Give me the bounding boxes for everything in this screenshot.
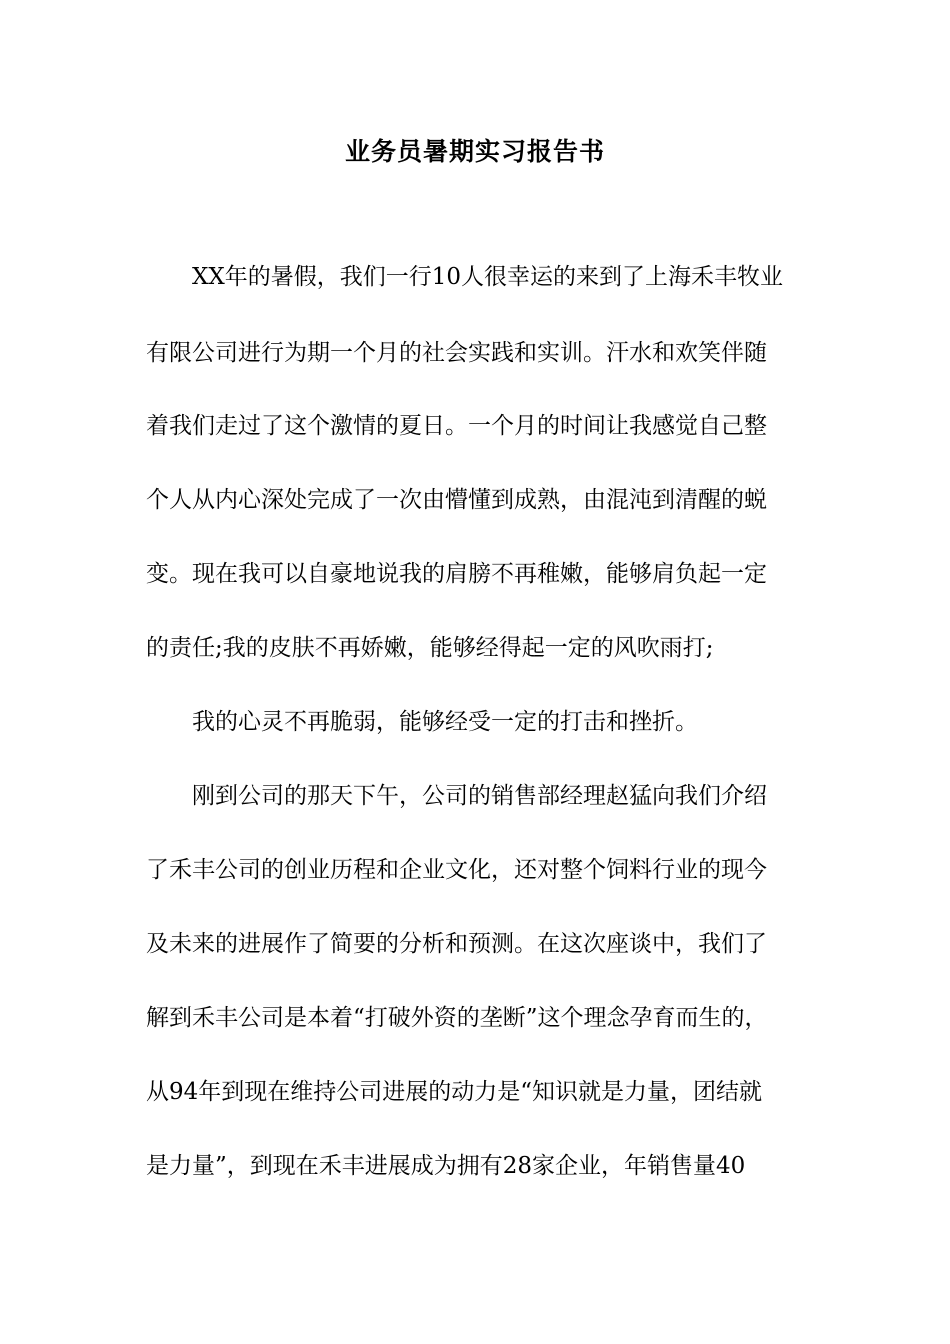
paragraph-line: 着我们走过了这个激情的夏日。一个月的时间让我感觉自己整 [146,413,767,439]
paragraph-line: 的责任;我的皮肤不再娇嫩，能够经得起一定的风吹雨打; [146,635,714,661]
paragraph-line: 我的心灵不再脆弱，能够经受一定的打击和挫折。 [192,709,698,735]
paragraph-line: 从94年到现在维持公司进展的动力是“知识就是力量，团结就 [146,1079,763,1105]
paragraph-line: 及未来的进展作了简要的分析和预测。在这次座谈中，我们了 [146,931,767,957]
paragraph-line: 有限公司进行为期一个月的社会实践和实训。汗水和欢笑伴随 [146,340,767,366]
paragraph-line: 刚到公司的那天下午，公司的销售部经理赵猛向我们介绍 [192,783,767,809]
paragraph-line: 个人从内心深处完成了一次由懵懂到成熟，由混沌到清醒的蜕 [146,487,767,513]
paragraph-line: 变。现在我可以自豪地说我的肩膀不再稚嫩，能够肩负起一定 [146,561,767,587]
paragraph-line: 解到禾丰公司是本着“打破外资的垄断”这个理念孕育而生的， [146,1005,768,1031]
paragraph-line: 是力量”，到现在禾丰进展成为拥有28家企业，年销售量40 [146,1153,746,1179]
paragraph-line: 了禾丰公司的创业历程和企业文化，还对整个饲料行业的现今 [146,857,767,883]
paragraph-line: XX年的暑假，我们一行10人很幸运的来到了上海禾丰牧业 [192,264,784,290]
document-title: 业务员暑期实习报告书 [344,137,605,166]
